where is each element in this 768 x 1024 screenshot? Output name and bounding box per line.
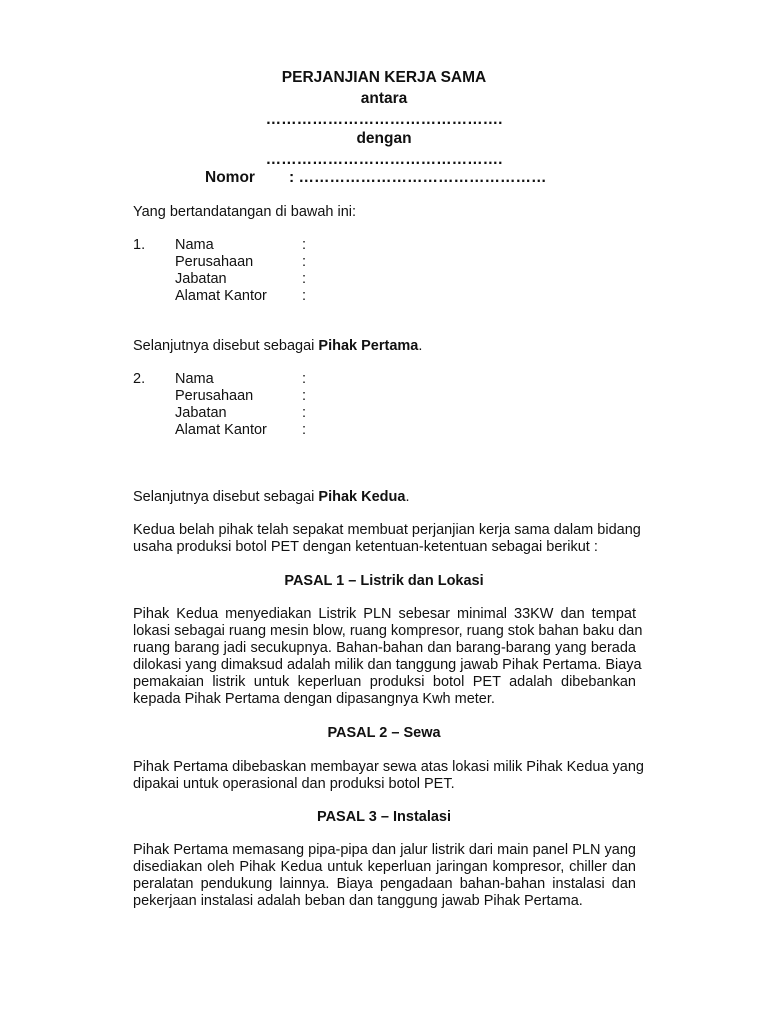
number-value: : ………………………………………… [289,169,547,186]
paragraph-line: kepada Pihak Pertama dengan dipasangnya Kwh meter. [133,691,495,707]
paragraph-line: Kedua belah pihak telah sepakat membuat perjanjian kerja sama dalam bidang [133,522,641,538]
party-2-field-address: Alamat Kantor [175,422,267,438]
designation-prefix: Selanjutnya disebut sebagai [133,489,319,505]
party-1-designation [133,338,422,355]
title-with: dengan [356,130,412,147]
designation-suffix: . [418,338,423,354]
paragraph-line: peralatan pendukung lainnya. Biaya pengadaan bahan-bahan instalasi dan [133,876,636,892]
paragraph-line: Pihak Pertama memasang pipa-pipa dan jalur listrik dari main panel PLN yang [133,842,636,858]
designation-suffix: . [405,489,410,505]
party-2-field-name: Nama [175,371,214,387]
article-3-heading: PASAL 3 – Instalasi [316,809,452,825]
paragraph-line: dilokasi yang dimaksud adalah milik dan tanggung jawab Pihak Pertama. Biaya [133,657,642,673]
article-2-heading: PASAL 2 – Sewa [327,725,441,741]
paragraph-line: pekerjaan instalasi adalah beban dan tanggung jawab Pihak Pertama. [133,893,583,909]
article-3-body [133,842,636,910]
designation-party-name: Pihak Pertama [318,338,419,354]
document-title: PERJANJIAN KERJA SAMA [281,69,487,86]
designation-prefix: Selanjutnya disebut sebagai [133,338,319,354]
party-1-colon-company: : [302,254,307,270]
party-2-colon-address: : [302,422,307,438]
paragraph-line: lokasi sebagai ruang mesin blow, ruang kompresor, ruang stok bahan baku dan [133,623,643,639]
agreement-statement [133,522,641,556]
intro-text: Yang bertandatangan di bawah ini: [133,204,357,220]
party-2-colon-company: : [302,388,307,404]
document-number-row [205,169,546,187]
title-between: antara [360,90,408,107]
party-1-colon-address: : [302,288,307,304]
paragraph-line: ruang barang jadi secukupnya. Bahan-bahan dan barang-barang yang berada [133,640,636,656]
party-2-field-position: Jabatan [175,405,227,421]
second-party-blank: ………………………………………. [265,151,503,168]
paragraph-line: pemakaian listrik untuk keperluan produksi botol PET adalah dibebankan [133,674,636,690]
party-1-number: 1. [133,237,146,253]
article-1-body [133,606,643,708]
party-1-colon-position: : [302,271,307,287]
paragraph-line: Pihak Kedua menyediakan Listrik PLN sebesar minimal 33KW dan tempat [133,606,636,622]
party-2-colon-name: : [302,371,307,387]
party-2-field-company: Perusahaan [175,388,254,404]
party-1-field-company: Perusahaan [175,254,254,270]
party-2-number: 2. [133,371,146,387]
paragraph-line: Pihak Pertama dibebaskan membayar sewa atas lokasi milik Pihak Kedua yang [133,759,644,775]
paragraph-line: disediakan oleh Pihak Kedua untuk keperluan jaringan kompresor, chiller dan [133,859,636,875]
party-1-field-address: Alamat Kantor [175,288,267,304]
paragraph-line: usaha produksi botol PET dengan ketentuan-ketentuan sebagai berikut : [133,539,598,555]
first-party-blank: ………………………………………. [265,111,503,128]
party-1-field-position: Jabatan [175,271,227,287]
party-2-designation [133,489,409,506]
party-2-colon-position: : [302,405,307,421]
party-1-field-name: Nama [175,237,214,253]
article-1-heading: PASAL 1 – Listrik dan Lokasi [284,573,484,589]
party-1-colon-name: : [302,237,307,253]
designation-party-name: Pihak Kedua [318,489,406,505]
article-2-body [133,759,644,793]
paragraph-line: dipakai untuk operasional dan produksi botol PET. [133,776,455,792]
number-label: Nomor [205,169,255,186]
